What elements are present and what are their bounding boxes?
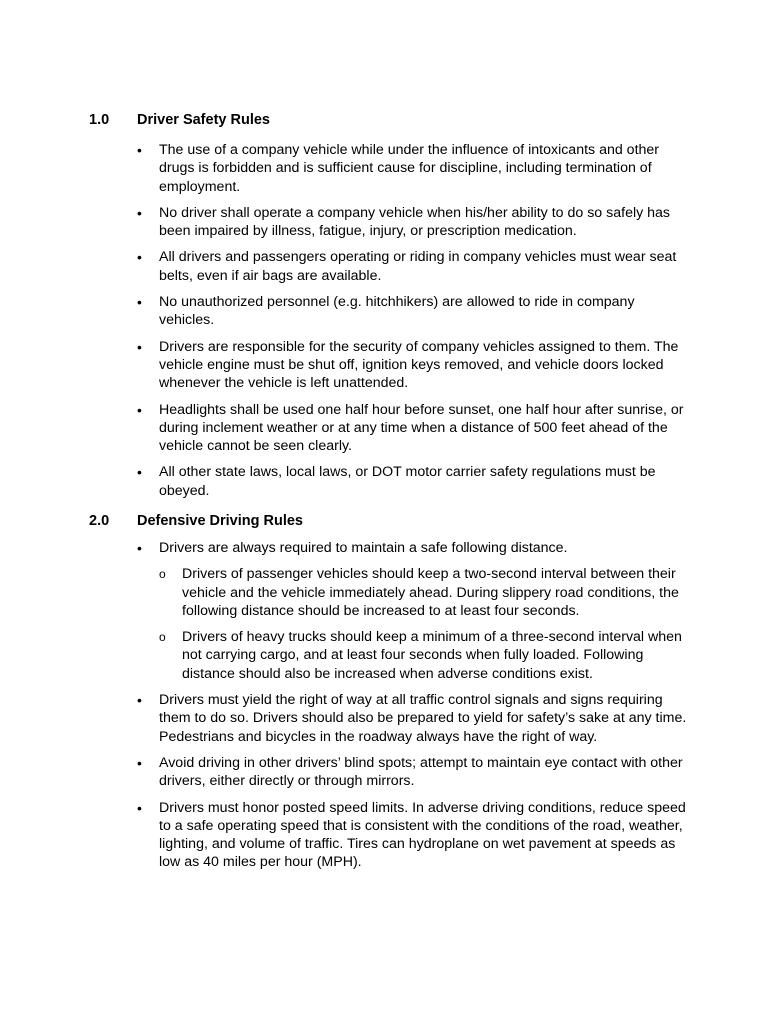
- list-item: • Avoid driving in other drivers’ blind spots; attempt to maintain eye contact with other drivers, either directly or through mirrors.: [137, 754, 683, 790]
- list-item: • All drivers and passengers operating or riding in company vehicles must wear seat belts, even if air bags are available.: [137, 249, 677, 284]
- list-item: • Headlights shall be used one half hour before sunset, one half hour after sunrise, or during inclement weather or at any time when a distance of 500 feet ahead of the vehicle cannot be seen clearly.: [137, 401, 684, 455]
- bullet-icon: •: [137, 142, 142, 158]
- list-item: • The use of a company vehicle while under the influence of intoxicants and other drugs is forbidden and is sufficient cause for discipline, including termination of employment.: [137, 142, 660, 195]
- bullet-icon: •: [137, 249, 142, 266]
- bullet-list: [0, 539, 770, 872]
- list-item: • All other state laws, local laws, or DOT motor carrier safety regulations must be obeyed.: [137, 464, 656, 499]
- section-heading: [0, 112, 770, 130]
- sub-list-item: o Drivers of passenger vehicles should keep a two-second interval between their vehicle and the vehicle immediately ahead. During slippery road conditions, the following distance should be increased to at least four seconds.: [159, 566, 679, 619]
- bullet-icon: •: [137, 692, 142, 709]
- list-item: • No driver shall operate a company vehicle when his/her ability to do so safely has been impaired by illness, fatigue, injury, or prescription medication.: [137, 204, 671, 240]
- bullet-icon: •: [137, 754, 142, 771]
- bullet-icon: •: [137, 294, 142, 311]
- sub-list-item: o Drivers of heavy trucks should keep a minimum of a three-second interval when not carrying cargo, and at least four seconds when fully loaded. Following distance should also be increased when adverse conditions exist.: [159, 629, 682, 682]
- section-title: Defensive Driving Rules: [137, 513, 303, 529]
- list-item: • Drivers are always required to maintain a safe following distance.: [137, 540, 568, 556]
- list-item: • Drivers must yield the right of way at all traffic control signals and signs requiring them to do so. Drivers should also be prepared to yield for safety’s sake at any time. Pedestrians and bicycles in the roadway always have the right of way.: [137, 692, 687, 745]
- section-title: Driver Safety Rules: [137, 112, 270, 128]
- section-number: 2.0: [89, 513, 110, 529]
- section-driver-safety: [0, 112, 770, 500]
- bullet-icon: •: [137, 204, 142, 221]
- section-number: 1.0: [89, 112, 110, 128]
- section-defensive-driving: [0, 513, 770, 872]
- bullet-icon: •: [137, 464, 142, 481]
- bullet-icon: •: [137, 799, 142, 816]
- bullet-icon: •: [137, 338, 142, 355]
- bullet-icon: •: [137, 540, 142, 556]
- circle-bullet-icon: o: [159, 567, 166, 582]
- list-item: • No unauthorized personnel (e.g. hitchhikers) are allowed to ride in company vehicles.: [137, 294, 635, 329]
- list-item: • Drivers must honor posted speed limits. In adverse driving conditions, reduce speed to a safe operating speed that is consistent with the conditions of the road, weather, lighting, and volume of traffic. Tires can hydroplane on wet pavement at speeds as low as 40 miles per hour (MPH).: [137, 799, 686, 871]
- list-item: • Drivers are responsible for the security of company vehicles assigned to them. The vehicle engine must be shut off, ignition keys removed, and vehicle doors locked whenever the vehicle is left unattended.: [137, 338, 679, 392]
- bullet-icon: •: [137, 401, 142, 418]
- bullet-list: [0, 141, 770, 500]
- section-heading: [0, 513, 770, 531]
- circle-bullet-icon: o: [159, 630, 166, 645]
